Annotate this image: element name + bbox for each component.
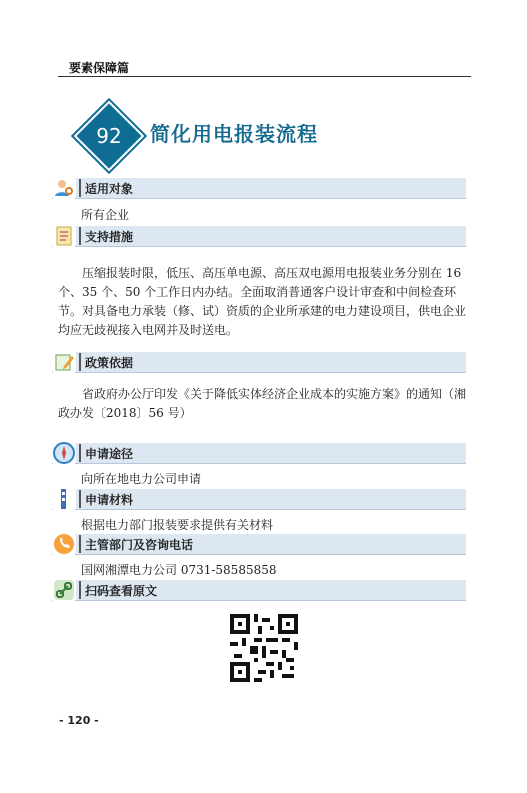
list-icon — [52, 224, 76, 248]
section-label: 扫码查看原文 — [85, 584, 158, 598]
target-text: 所有企业 — [81, 208, 130, 222]
section-label: 支持措施 — [85, 230, 134, 244]
phone-icon — [52, 532, 76, 556]
section-materials-header — [52, 489, 466, 510]
item-number: 92 — [96, 124, 122, 148]
section-target-header — [52, 178, 466, 199]
channel-text: 向所在地电力公司申请 — [81, 472, 202, 486]
qr-code[interactable] — [230, 614, 298, 682]
link-icon — [52, 578, 76, 602]
running-header: 要素保障篇 — [69, 61, 130, 75]
section-measures-header — [52, 226, 466, 247]
section-scan-header — [52, 580, 466, 601]
section-label: 主管部门及咨询电话 — [85, 538, 194, 552]
policy-text: 省政府办公厅印发《关于降低实体经济企业成本的实施方案》的通知（湘政办发〔2018〕56 号） — [58, 387, 467, 420]
materials-text: 根据电力部门报装要求提供有关材料 — [81, 518, 274, 532]
item-title: 简化用电报装流程 — [150, 122, 318, 146]
section-contact-header — [52, 534, 466, 555]
section-label: 适用对象 — [85, 182, 134, 196]
section-label: 申请途径 — [85, 447, 134, 461]
header-divider — [58, 76, 471, 77]
document-icon — [52, 487, 76, 511]
pencil-note-icon — [52, 350, 76, 374]
measures-text: 压缩报装时限，低压、高压单电源、高压双电源用电报装业务分别在 16 个、35 个、50 个工作日内办结。全面取消普通客户设计审查和中间检查环节。对具备电力承装（修、试）资质的企业所承建的电力建设项目，供电企业均应无歧视接入电网并及时送电。 — [58, 266, 467, 337]
contact-text: 国网湘潭电力公司 0731-58585858 — [81, 563, 277, 577]
section-channel-header — [52, 443, 466, 464]
compass-icon — [52, 441, 76, 465]
page-number: - 120 - — [59, 714, 99, 727]
section-label: 申请材料 — [85, 493, 134, 507]
section-label: 政策依据 — [85, 356, 134, 370]
section-policy-header — [52, 352, 466, 373]
person-search-icon — [52, 176, 76, 200]
